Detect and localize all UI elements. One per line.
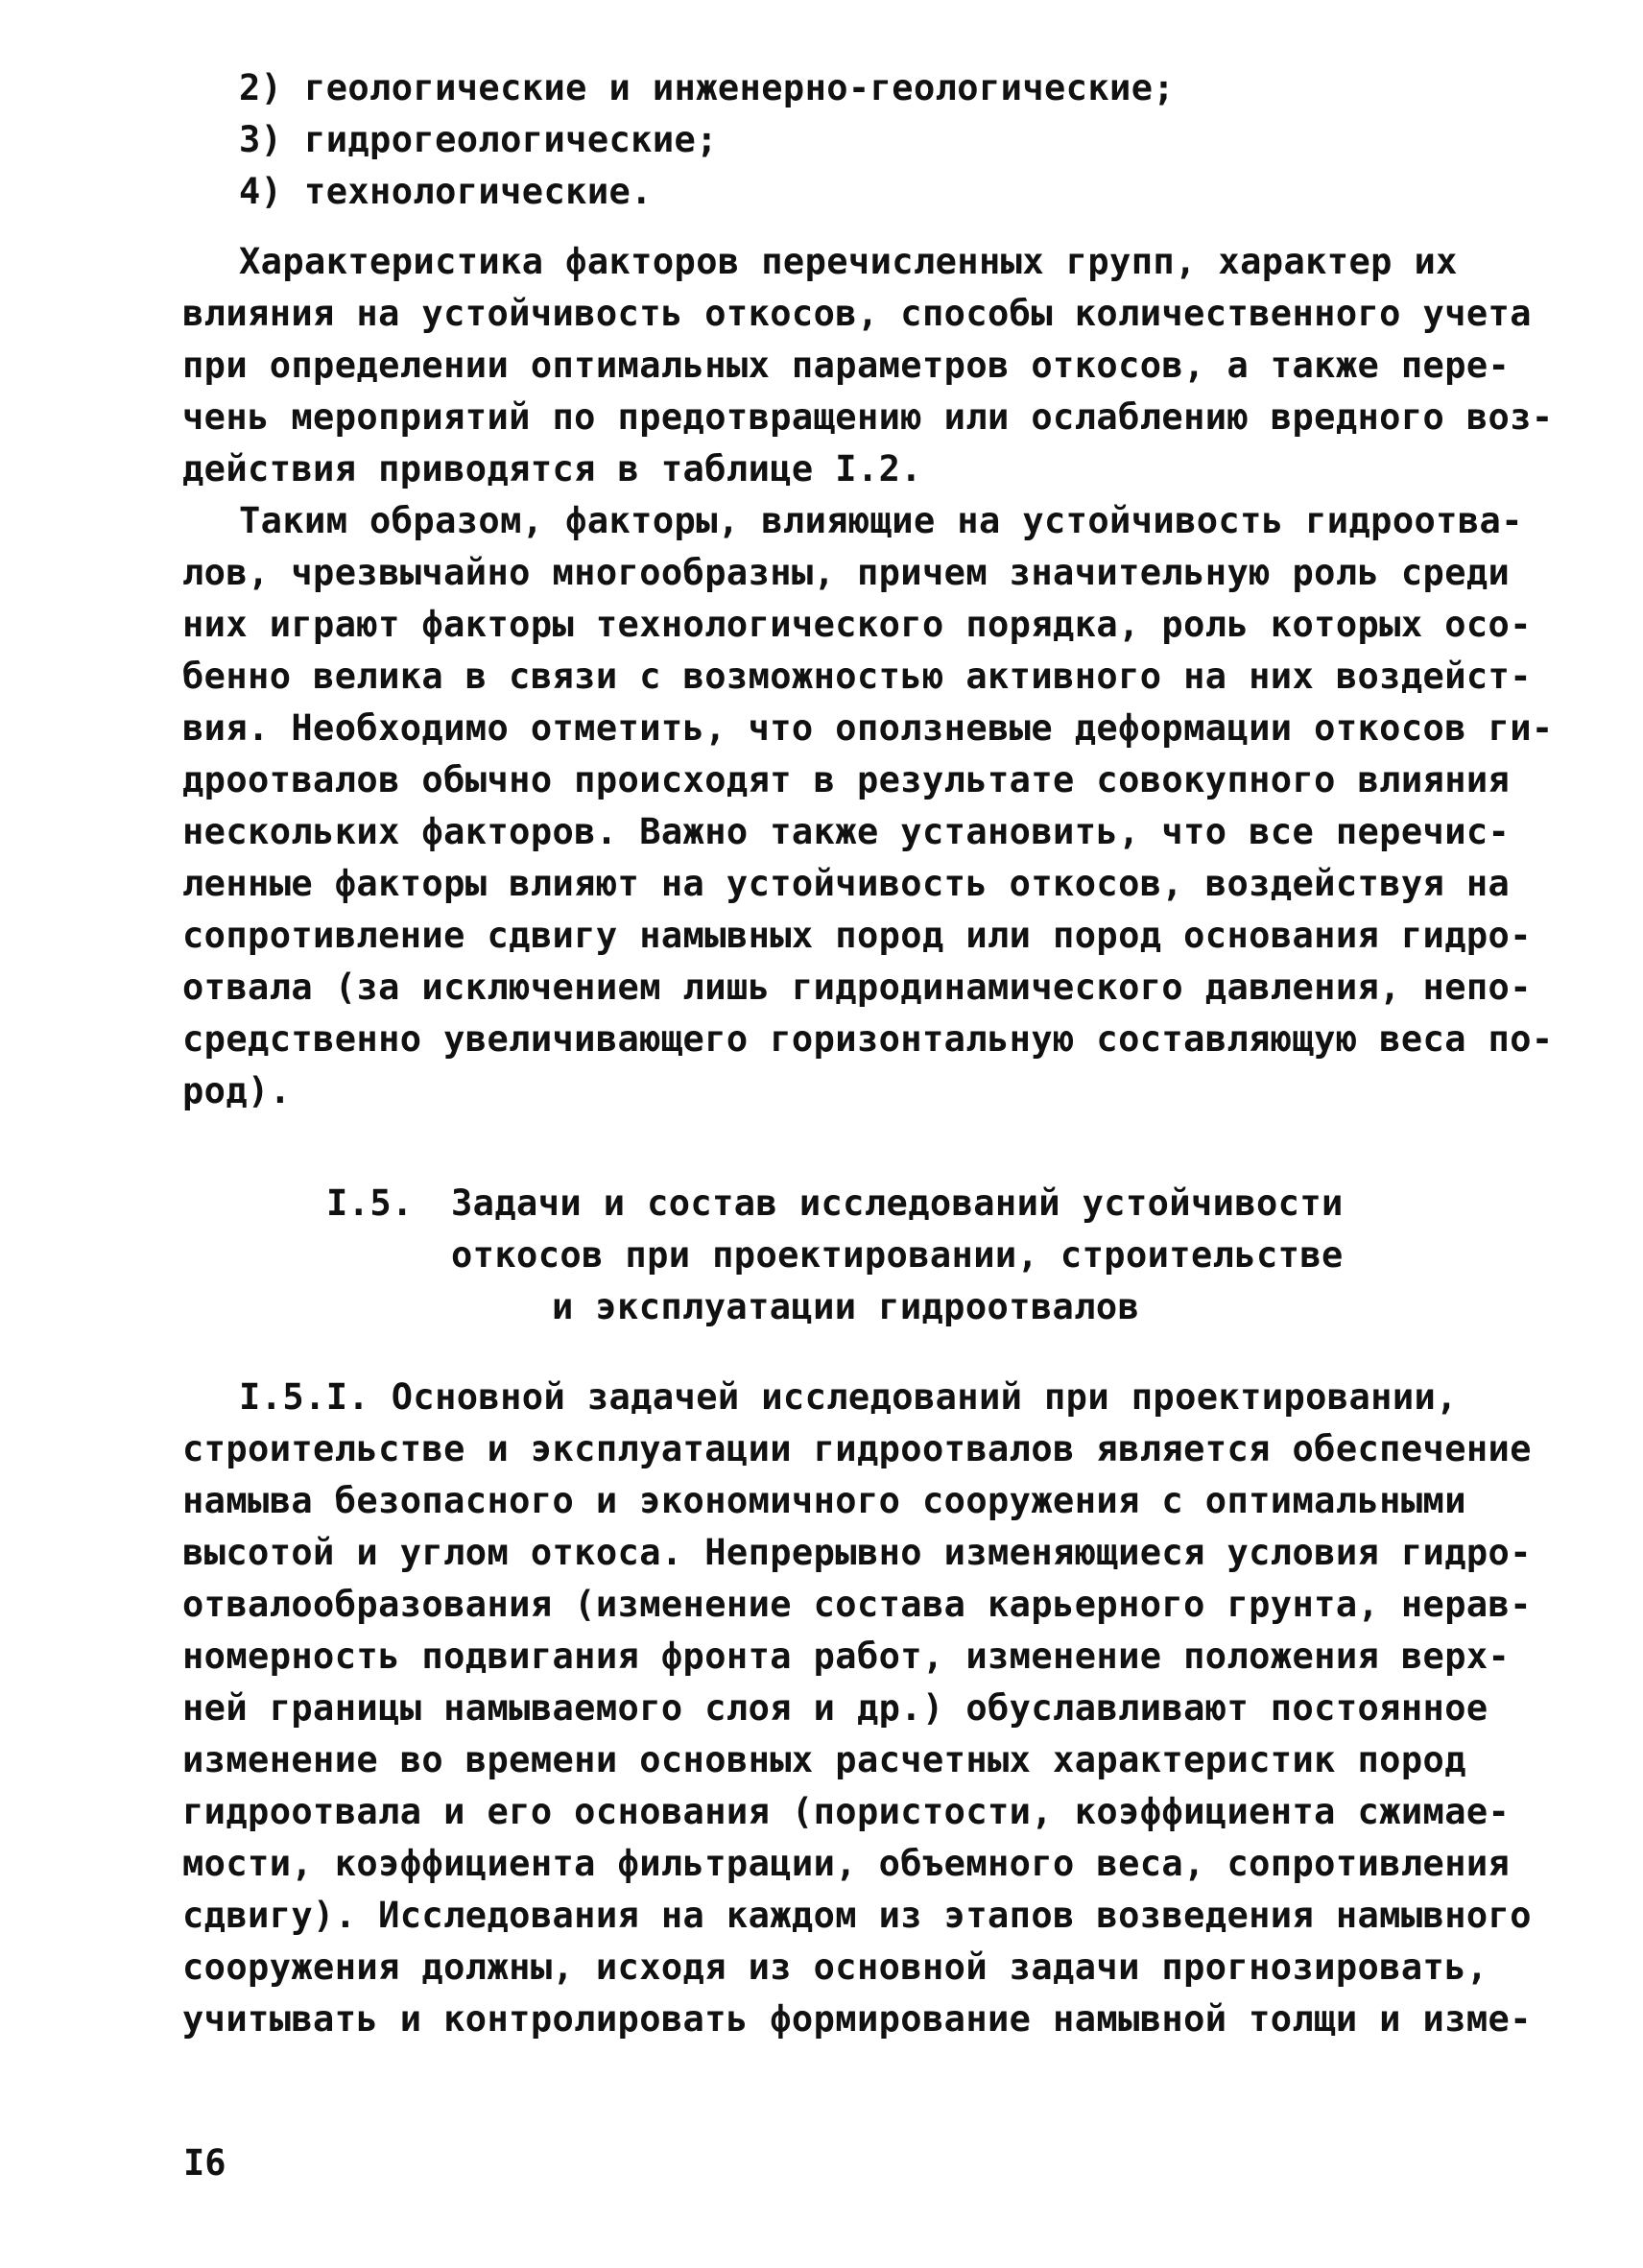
list-item: 2) геологические и инженерно-геологические; <box>239 67 1176 108</box>
paragraph-line: бенно велика в связи с возможностью активного на них воздейст- <box>182 656 1532 697</box>
paragraph-line: строительстве и эксплуатации гидроотвалов является обеспечение <box>182 1428 1532 1469</box>
paragraph-line: высотой и углом откоса. Непрерывно изменяющиеся условия гидро- <box>182 1532 1532 1573</box>
paragraph-line: Характеристика факторов перечисленных групп, характер их <box>239 241 1458 282</box>
paragraph-line: род). <box>182 1070 292 1111</box>
paragraph-line: гидроотвала и его основания (пористости, коэффициента сжимае- <box>182 1791 1511 1832</box>
paragraph-line: сооружения должны, исходя из основной задачи прогнозировать, <box>182 1946 1488 1988</box>
list-item: 4) технологические. <box>239 171 653 212</box>
paragraph-line: учитывать и контролировать формирование намывной толщи и изме- <box>182 1998 1532 2040</box>
section-heading-line: Задачи и состав исследований устойчивости <box>451 1182 1344 1224</box>
section-heading-line: и эксплуатации гидроотвалов <box>552 1286 1140 1327</box>
paragraph-line: ней границы намываемого слоя и др.) обуславливают постоянное <box>182 1687 1488 1729</box>
paragraph-line: действия приводятся в таблице I.2. <box>182 448 922 489</box>
paragraph-line: дроотвалов обычно происходят в результате совокупного влияния <box>182 759 1511 800</box>
paragraph-line: лов, чрезвычайно многообразны, причем значительную роль среди <box>182 552 1511 593</box>
paragraph-line: них играют факторы технологического порядка, роль которых осо- <box>182 604 1532 645</box>
list-item: 3) гидрогеологические; <box>239 119 718 160</box>
paragraph-line: ленные факторы влияют на устойчивость откосов, воздействуя на <box>182 863 1511 904</box>
paragraph-line: I.5.I. Основной задачей исследований при проектировании, <box>239 1376 1458 1418</box>
paragraph-line: вия. Необходимо отметить, что оползневые деформации откосов ги- <box>182 707 1554 749</box>
paragraph-line: нескольких факторов. Важно также установить, что все перечис- <box>182 811 1511 852</box>
paragraph-line: мости, коэффициента фильтрации, объемного веса, сопротивления <box>182 1843 1511 1884</box>
paragraph-line: отвалообразования (изменение состава карьерного грунта, нерав- <box>182 1584 1532 1625</box>
section-number: I.5. <box>326 1182 414 1224</box>
paragraph-line: намыва безопасного и экономичного сооружения с оптимальными <box>182 1480 1466 1521</box>
paragraph-line: номерность подвигания фронта работ, изменение положения верх- <box>182 1635 1511 1677</box>
paragraph-line: сопротивление сдвигу намывных пород или пород основания гидро- <box>182 915 1532 956</box>
paragraph-line: отвала (за исключением лишь гидродинамического давления, непо- <box>182 967 1532 1008</box>
paragraph-line: средственно увеличивающего горизонтальную составляющую веса по- <box>182 1018 1554 1060</box>
paragraph-line: сдвигу). Исследования на каждом из этапов возведения намывного <box>182 1895 1532 1936</box>
paragraph-line: изменение во времени основных расчетных характеристик пород <box>182 1739 1466 1780</box>
section-heading-line: откосов при проектировании, строительстве <box>451 1234 1344 1276</box>
page-number: I6 <box>183 2142 226 2184</box>
paragraph-line: чень мероприятий по предотвращению или ослаблению вредного воз- <box>182 396 1554 438</box>
paragraph-line: влияния на устойчивость откосов, способы количественного учета <box>182 293 1532 334</box>
paragraph-line: Таким образом, факторы, влияющие на устойчивость гидроотва- <box>239 500 1523 541</box>
paragraph-line: при определении оптимальных параметров откосов, а также пере- <box>182 345 1511 386</box>
